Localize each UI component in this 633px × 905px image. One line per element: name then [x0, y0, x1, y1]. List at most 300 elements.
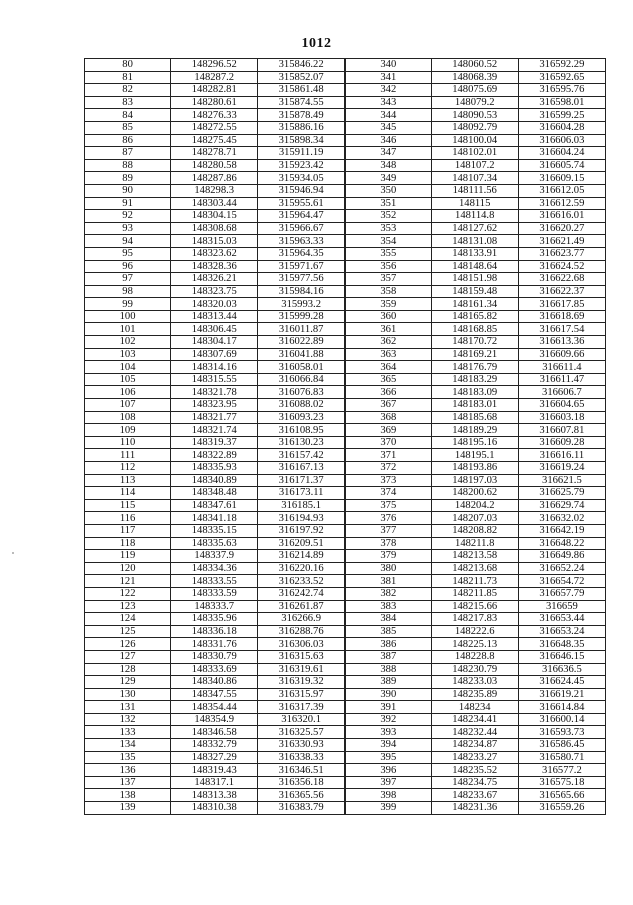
x-coordinate-right: 148234 — [431, 701, 518, 714]
x-coordinate-right: 148090.53 — [431, 109, 518, 122]
x-coordinate-left: 148303.44 — [171, 197, 258, 210]
y-coordinate-left: 315966.67 — [258, 222, 345, 235]
x-coordinate-left: 148313.38 — [171, 789, 258, 802]
x-coordinate-left: 148323.75 — [171, 285, 258, 298]
x-coordinate-left: 148330.79 — [171, 650, 258, 663]
point-number-left: 85 — [85, 121, 171, 134]
y-coordinate-right: 316652.24 — [518, 562, 605, 575]
x-coordinate-left: 148272.55 — [171, 121, 258, 134]
point-number-left: 103 — [85, 348, 171, 361]
x-coordinate-left: 148323.62 — [171, 247, 258, 260]
y-coordinate-left: 315964.35 — [258, 247, 345, 260]
table-row — [85, 562, 606, 575]
table-row — [85, 650, 606, 663]
y-coordinate-right: 316659 — [518, 600, 605, 613]
point-number-left: 113 — [85, 474, 171, 487]
y-coordinate-right: 316565.66 — [518, 789, 605, 802]
table-row — [85, 172, 606, 185]
point-number-left: 90 — [85, 184, 171, 197]
x-coordinate-left: 148313.44 — [171, 310, 258, 323]
point-number-left: 105 — [85, 373, 171, 386]
y-coordinate-right: 316649.86 — [518, 550, 605, 563]
point-number-right: 353 — [345, 222, 431, 235]
point-number-left: 136 — [85, 764, 171, 777]
y-coordinate-right: 316586.45 — [518, 739, 605, 752]
point-number-right: 395 — [345, 751, 431, 764]
y-coordinate-left: 315898.34 — [258, 134, 345, 147]
x-coordinate-left: 148280.61 — [171, 96, 258, 109]
point-number-right: 366 — [345, 386, 431, 399]
point-number-right: 381 — [345, 575, 431, 588]
y-coordinate-right: 316616.11 — [518, 449, 605, 462]
y-coordinate-right: 316625.79 — [518, 487, 605, 500]
point-number-left: 102 — [85, 336, 171, 349]
x-coordinate-left: 148327.29 — [171, 751, 258, 764]
y-coordinate-left: 315984.16 — [258, 285, 345, 298]
table-row — [85, 424, 606, 437]
y-coordinate-right: 316592.29 — [518, 59, 605, 72]
x-coordinate-right: 148217.83 — [431, 613, 518, 626]
point-number-right: 362 — [345, 336, 431, 349]
table-row — [85, 537, 606, 550]
x-coordinate-right: 148211.85 — [431, 587, 518, 600]
y-coordinate-right: 316657.79 — [518, 587, 605, 600]
y-coordinate-right: 316607.81 — [518, 424, 605, 437]
x-coordinate-left: 148354.9 — [171, 713, 258, 726]
page-number: 1012 — [301, 36, 332, 51]
point-number-right: 344 — [345, 109, 431, 122]
y-coordinate-left: 316383.79 — [258, 802, 345, 815]
point-number-right: 360 — [345, 310, 431, 323]
point-number-left: 116 — [85, 512, 171, 525]
point-number-right: 393 — [345, 726, 431, 739]
y-coordinate-left: 315846.22 — [258, 59, 345, 72]
table-row — [85, 121, 606, 134]
scan-speck — [12, 552, 14, 554]
point-number-right: 372 — [345, 462, 431, 475]
point-number-left: 132 — [85, 713, 171, 726]
point-number-left: 89 — [85, 172, 171, 185]
point-number-right: 357 — [345, 273, 431, 286]
x-coordinate-left: 148308.68 — [171, 222, 258, 235]
point-number-left: 128 — [85, 663, 171, 676]
table-row — [85, 348, 606, 361]
x-coordinate-right: 148204.2 — [431, 499, 518, 512]
y-coordinate-left: 316197.92 — [258, 524, 345, 537]
x-coordinate-left: 148317.1 — [171, 776, 258, 789]
y-coordinate-right: 316632.02 — [518, 512, 605, 525]
x-coordinate-right: 148131.08 — [431, 235, 518, 248]
table-row — [85, 159, 606, 172]
table-row — [85, 613, 606, 626]
x-coordinate-right: 148231.36 — [431, 802, 518, 815]
x-coordinate-left: 148333.59 — [171, 587, 258, 600]
point-number-right: 371 — [345, 449, 431, 462]
x-coordinate-left: 148333.55 — [171, 575, 258, 588]
table-row — [85, 273, 606, 286]
y-coordinate-left: 316011.87 — [258, 323, 345, 336]
y-coordinate-right: 316609.66 — [518, 348, 605, 361]
table-row — [85, 361, 606, 374]
point-number-right: 389 — [345, 676, 431, 689]
table-row — [85, 260, 606, 273]
table-row — [85, 373, 606, 386]
point-number-right: 348 — [345, 159, 431, 172]
y-coordinate-left: 316338.33 — [258, 751, 345, 764]
point-number-right: 374 — [345, 487, 431, 500]
y-coordinate-right: 316593.73 — [518, 726, 605, 739]
x-coordinate-left: 148322.89 — [171, 449, 258, 462]
point-number-left: 131 — [85, 701, 171, 714]
y-coordinate-left: 315993.2 — [258, 298, 345, 311]
y-coordinate-left: 316356.18 — [258, 776, 345, 789]
table-row — [85, 399, 606, 412]
point-number-left: 120 — [85, 562, 171, 575]
point-number-right: 343 — [345, 96, 431, 109]
point-number-left: 121 — [85, 575, 171, 588]
table-row — [85, 789, 606, 802]
table-row — [85, 336, 606, 349]
x-coordinate-left: 148304.17 — [171, 336, 258, 349]
point-number-left: 137 — [85, 776, 171, 789]
point-number-left: 130 — [85, 688, 171, 701]
x-coordinate-left: 148334.36 — [171, 562, 258, 575]
y-coordinate-right: 316592.65 — [518, 71, 605, 84]
y-coordinate-left: 316319.61 — [258, 663, 345, 676]
x-coordinate-right: 148213.68 — [431, 562, 518, 575]
x-coordinate-right: 148075.69 — [431, 84, 518, 97]
table-row — [85, 247, 606, 260]
table-row — [85, 524, 606, 537]
y-coordinate-left: 315852.07 — [258, 71, 345, 84]
x-coordinate-right: 148233.03 — [431, 676, 518, 689]
x-coordinate-right: 148165.82 — [431, 310, 518, 323]
table-row — [85, 512, 606, 525]
y-coordinate-left: 316076.83 — [258, 386, 345, 399]
y-coordinate-right: 316623.77 — [518, 247, 605, 260]
x-coordinate-left: 148323.95 — [171, 399, 258, 412]
y-coordinate-left: 316330.93 — [258, 739, 345, 752]
y-coordinate-right: 316654.72 — [518, 575, 605, 588]
point-number-right: 342 — [345, 84, 431, 97]
table-row — [85, 462, 606, 475]
table-row — [85, 474, 606, 487]
y-coordinate-left: 315861.48 — [258, 84, 345, 97]
table-row — [85, 323, 606, 336]
x-coordinate-right: 148102.01 — [431, 147, 518, 160]
y-coordinate-right: 316609.28 — [518, 436, 605, 449]
y-coordinate-left: 315934.05 — [258, 172, 345, 185]
table-row — [85, 210, 606, 223]
x-coordinate-right: 148079.2 — [431, 96, 518, 109]
x-coordinate-left: 148287.86 — [171, 172, 258, 185]
table-row — [85, 688, 606, 701]
point-number-right: 367 — [345, 399, 431, 412]
x-coordinate-right: 148232.44 — [431, 726, 518, 739]
table-row — [85, 713, 606, 726]
point-number-left: 129 — [85, 676, 171, 689]
y-coordinate-left: 316346.51 — [258, 764, 345, 777]
x-coordinate-left: 148315.55 — [171, 373, 258, 386]
y-coordinate-right: 316599.25 — [518, 109, 605, 122]
point-number-left: 97 — [85, 273, 171, 286]
table-row — [85, 134, 606, 147]
y-coordinate-left: 316058.01 — [258, 361, 345, 374]
y-coordinate-right: 316606.7 — [518, 386, 605, 399]
point-number-right: 377 — [345, 524, 431, 537]
point-number-right: 390 — [345, 688, 431, 701]
point-number-right: 397 — [345, 776, 431, 789]
y-coordinate-left: 315963.33 — [258, 235, 345, 248]
x-coordinate-right: 148195.1 — [431, 449, 518, 462]
x-coordinate-right: 148211.8 — [431, 537, 518, 550]
point-number-left: 84 — [85, 109, 171, 122]
x-coordinate-left: 148321.74 — [171, 424, 258, 437]
point-number-right: 340 — [345, 59, 431, 72]
point-number-left: 114 — [85, 487, 171, 500]
point-number-left: 110 — [85, 436, 171, 449]
point-number-left: 81 — [85, 71, 171, 84]
point-number-right: 354 — [345, 235, 431, 248]
point-number-left: 94 — [85, 235, 171, 248]
x-coordinate-left: 148280.58 — [171, 159, 258, 172]
y-coordinate-left: 316261.87 — [258, 600, 345, 613]
y-coordinate-left: 316306.03 — [258, 638, 345, 651]
x-coordinate-right: 148234.41 — [431, 713, 518, 726]
x-coordinate-left: 148346.58 — [171, 726, 258, 739]
y-coordinate-left: 315964.47 — [258, 210, 345, 223]
y-coordinate-right: 316605.74 — [518, 159, 605, 172]
y-coordinate-right: 316577.2 — [518, 764, 605, 777]
table-row — [85, 285, 606, 298]
coordinates-table — [84, 58, 606, 815]
y-coordinate-left: 316242.74 — [258, 587, 345, 600]
y-coordinate-left: 316194.93 — [258, 512, 345, 525]
y-coordinate-right: 316642.19 — [518, 524, 605, 537]
point-number-right: 346 — [345, 134, 431, 147]
y-coordinate-left: 316209.51 — [258, 537, 345, 550]
table-row — [85, 487, 606, 500]
point-number-right: 399 — [345, 802, 431, 815]
point-number-right: 386 — [345, 638, 431, 651]
y-coordinate-right: 316611.4 — [518, 361, 605, 374]
point-number-left: 127 — [85, 650, 171, 663]
x-coordinate-right: 148151.98 — [431, 273, 518, 286]
y-coordinate-left: 316171.37 — [258, 474, 345, 487]
x-coordinate-left: 148315.03 — [171, 235, 258, 248]
point-number-left: 124 — [85, 613, 171, 626]
point-number-right: 369 — [345, 424, 431, 437]
y-coordinate-right: 316636.5 — [518, 663, 605, 676]
point-number-left: 126 — [85, 638, 171, 651]
point-number-left: 104 — [85, 361, 171, 374]
y-coordinate-left: 316157.42 — [258, 449, 345, 462]
x-coordinate-right: 148185.68 — [431, 411, 518, 424]
table-row — [85, 764, 606, 777]
table-row — [85, 663, 606, 676]
point-number-left: 101 — [85, 323, 171, 336]
x-coordinate-left: 148320.03 — [171, 298, 258, 311]
x-coordinate-right: 148169.21 — [431, 348, 518, 361]
table-row — [85, 298, 606, 311]
x-coordinate-right: 148189.29 — [431, 424, 518, 437]
y-coordinate-left: 316315.63 — [258, 650, 345, 663]
point-number-left: 93 — [85, 222, 171, 235]
point-number-right: 388 — [345, 663, 431, 676]
y-coordinate-right: 316603.18 — [518, 411, 605, 424]
table-row — [85, 310, 606, 323]
y-coordinate-left: 316093.23 — [258, 411, 345, 424]
table-row — [85, 235, 606, 248]
y-coordinate-right: 316622.37 — [518, 285, 605, 298]
y-coordinate-left: 315911.19 — [258, 147, 345, 160]
point-number-left: 111 — [85, 449, 171, 462]
point-number-left: 123 — [85, 600, 171, 613]
point-number-right: 391 — [345, 701, 431, 714]
x-coordinate-right: 148234.87 — [431, 739, 518, 752]
x-coordinate-right: 148100.04 — [431, 134, 518, 147]
y-coordinate-left: 315977.56 — [258, 273, 345, 286]
x-coordinate-left: 148333.7 — [171, 600, 258, 613]
y-coordinate-left: 316167.13 — [258, 462, 345, 475]
x-coordinate-left: 148307.69 — [171, 348, 258, 361]
y-coordinate-right: 316621.5 — [518, 474, 605, 487]
table-row — [85, 587, 606, 600]
x-coordinate-left: 148333.69 — [171, 663, 258, 676]
x-coordinate-left: 148336.18 — [171, 625, 258, 638]
x-coordinate-right: 148107.2 — [431, 159, 518, 172]
y-coordinate-right: 316580.71 — [518, 751, 605, 764]
point-number-left: 112 — [85, 462, 171, 475]
point-number-right: 376 — [345, 512, 431, 525]
y-coordinate-left: 316022.89 — [258, 336, 345, 349]
point-number-right: 379 — [345, 550, 431, 563]
point-number-right: 358 — [345, 285, 431, 298]
x-coordinate-right: 148235.52 — [431, 764, 518, 777]
y-coordinate-right: 316653.24 — [518, 625, 605, 638]
x-coordinate-right: 148183.01 — [431, 399, 518, 412]
point-number-right: 351 — [345, 197, 431, 210]
x-coordinate-left: 148321.77 — [171, 411, 258, 424]
x-coordinate-left: 148319.37 — [171, 436, 258, 449]
x-coordinate-left: 148282.81 — [171, 84, 258, 97]
point-number-right: 368 — [345, 411, 431, 424]
point-number-left: 92 — [85, 210, 171, 223]
x-coordinate-right: 148148.64 — [431, 260, 518, 273]
table-row — [85, 84, 606, 97]
point-number-left: 100 — [85, 310, 171, 323]
point-number-right: 349 — [345, 172, 431, 185]
y-coordinate-left: 316365.56 — [258, 789, 345, 802]
x-coordinate-left: 148354.44 — [171, 701, 258, 714]
x-coordinate-right: 148170.72 — [431, 336, 518, 349]
x-coordinate-left: 148335.63 — [171, 537, 258, 550]
point-number-right: 385 — [345, 625, 431, 638]
y-coordinate-right: 316604.28 — [518, 121, 605, 134]
y-coordinate-right: 316624.45 — [518, 676, 605, 689]
point-number-right: 347 — [345, 147, 431, 160]
table-row — [85, 638, 606, 651]
x-coordinate-left: 148347.61 — [171, 499, 258, 512]
point-number-right: 364 — [345, 361, 431, 374]
table-row — [85, 625, 606, 638]
point-number-right: 398 — [345, 789, 431, 802]
y-coordinate-right: 316653.44 — [518, 613, 605, 626]
x-coordinate-right: 148133.91 — [431, 247, 518, 260]
point-number-right: 345 — [345, 121, 431, 134]
y-coordinate-right: 316624.52 — [518, 260, 605, 273]
y-coordinate-left: 316266.9 — [258, 613, 345, 626]
x-coordinate-left: 148275.45 — [171, 134, 258, 147]
y-coordinate-right: 316648.22 — [518, 537, 605, 550]
point-number-right: 341 — [345, 71, 431, 84]
x-coordinate-left: 148340.89 — [171, 474, 258, 487]
y-coordinate-right: 316617.85 — [518, 298, 605, 311]
x-coordinate-left: 148296.52 — [171, 59, 258, 72]
x-coordinate-right: 148225.13 — [431, 638, 518, 651]
y-coordinate-left: 316130.23 — [258, 436, 345, 449]
table-row — [85, 109, 606, 122]
point-number-right: 392 — [345, 713, 431, 726]
y-coordinate-right: 316620.27 — [518, 222, 605, 235]
point-number-right: 352 — [345, 210, 431, 223]
point-number-left: 95 — [85, 247, 171, 260]
x-coordinate-right: 148183.09 — [431, 386, 518, 399]
x-coordinate-right: 148215.66 — [431, 600, 518, 613]
y-coordinate-left: 315955.61 — [258, 197, 345, 210]
point-number-right: 375 — [345, 499, 431, 512]
x-coordinate-right: 148068.39 — [431, 71, 518, 84]
x-coordinate-left: 148319.43 — [171, 764, 258, 777]
point-number-left: 115 — [85, 499, 171, 512]
x-coordinate-right: 148197.03 — [431, 474, 518, 487]
x-coordinate-left: 148326.21 — [171, 273, 258, 286]
x-coordinate-right: 148161.34 — [431, 298, 518, 311]
point-number-left: 86 — [85, 134, 171, 147]
y-coordinate-right: 316611.47 — [518, 373, 605, 386]
y-coordinate-right: 316604.24 — [518, 147, 605, 160]
y-coordinate-right: 316606.03 — [518, 134, 605, 147]
point-number-left: 107 — [85, 399, 171, 412]
point-number-right: 394 — [345, 739, 431, 752]
x-coordinate-right: 148159.48 — [431, 285, 518, 298]
x-coordinate-left: 148331.76 — [171, 638, 258, 651]
point-number-right: 361 — [345, 323, 431, 336]
table-row — [85, 96, 606, 109]
table-row — [85, 802, 606, 815]
x-coordinate-right: 148234.75 — [431, 776, 518, 789]
y-coordinate-right: 316621.49 — [518, 235, 605, 248]
point-number-left: 88 — [85, 159, 171, 172]
y-coordinate-right: 316612.59 — [518, 197, 605, 210]
x-coordinate-right: 148230.79 — [431, 663, 518, 676]
point-number-right: 396 — [345, 764, 431, 777]
y-coordinate-right: 316629.74 — [518, 499, 605, 512]
point-number-left: 99 — [85, 298, 171, 311]
point-number-left: 122 — [85, 587, 171, 600]
point-number-left: 91 — [85, 197, 171, 210]
y-coordinate-left: 316233.52 — [258, 575, 345, 588]
y-coordinate-left: 316288.76 — [258, 625, 345, 638]
y-coordinate-left: 315923.42 — [258, 159, 345, 172]
y-coordinate-right: 316598.01 — [518, 96, 605, 109]
y-coordinate-left: 315946.94 — [258, 184, 345, 197]
point-number-right: 359 — [345, 298, 431, 311]
x-coordinate-right: 148060.52 — [431, 59, 518, 72]
x-coordinate-right: 148213.58 — [431, 550, 518, 563]
point-number-left: 117 — [85, 524, 171, 537]
y-coordinate-right: 316648.35 — [518, 638, 605, 651]
